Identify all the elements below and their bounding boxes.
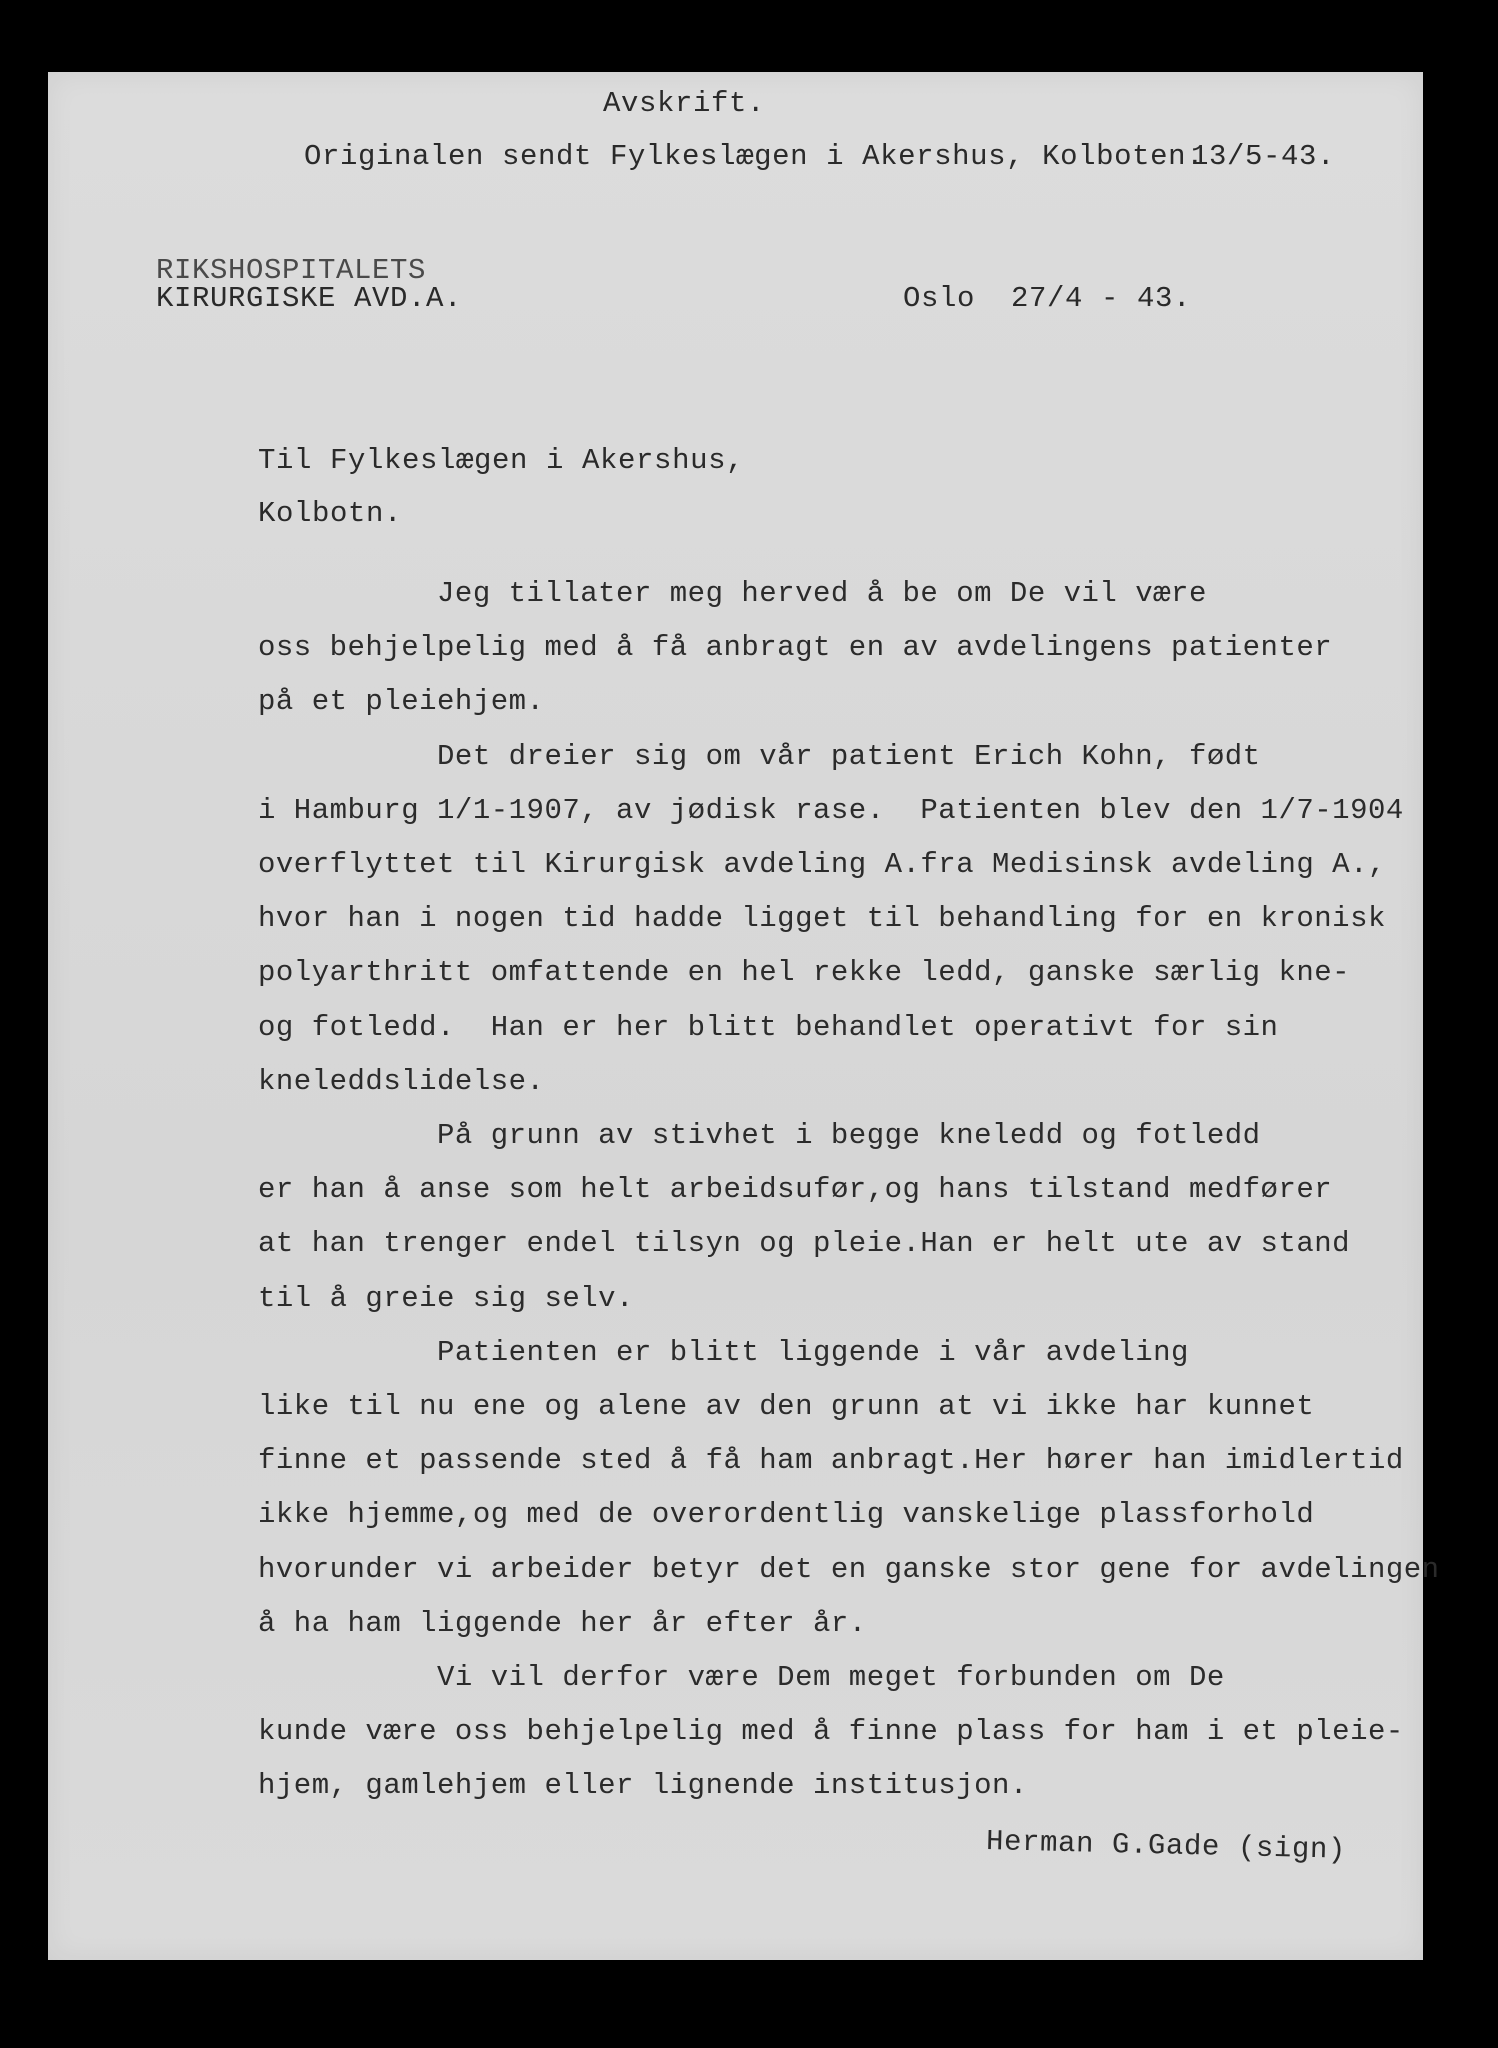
document-title: Avskrift. [603, 87, 766, 120]
body-line: På grunn av stivhet i begge kneledd og fotledd [258, 1119, 1261, 1152]
original-sent-date: 13/5-43. [1191, 140, 1336, 173]
body-line: at han trenger endel tilsyn og pleie.Han er helt ute av stand [258, 1227, 1351, 1260]
body-line: i Hamburg 1/1-1907, av jødisk rase. Patienten blev den 1/7-1904 [258, 794, 1404, 827]
letter-place-date: Oslo 27/4 - 43. [903, 282, 1192, 315]
body-line: Jeg tillater meg herved å be om De vil være [258, 577, 1207, 610]
body-line: like til nu ene og alene av den grunn at vi ikke har kunnet [258, 1390, 1315, 1423]
body-line: til å greie sig selv. [258, 1282, 634, 1315]
body-line: Det dreier sig om vår patient Erich Kohn, født [258, 740, 1261, 773]
body-line: hvor han i nogen tid hadde ligget til behandling for en kronisk [258, 902, 1386, 935]
body-line: kneleddslidelse. [258, 1065, 545, 1098]
body-line: og fotledd. Han er her blitt behandlet operativt for sin [258, 1011, 1279, 1044]
body-line: overflyttet til Kirurgisk avdeling A.fra Medisinsk avdeling A., [258, 848, 1386, 881]
body-line: polyarthritt omfattende en hel rekke ledd, ganske særlig kne- [258, 956, 1351, 989]
body-line: oss behjelpelig med å få anbragt en av avdelingens patienter [258, 631, 1333, 664]
recipient-name: Til Fylkeslægen i Akershus, [258, 444, 745, 477]
body-line: Patienten er blitt liggende i vår avdeling [258, 1336, 1189, 1369]
body-line: finne et passende sted å få ham anbragt.Her hører han imidlertid [258, 1444, 1404, 1477]
body-line: kunde være oss behjelpelig med å finne plass for ham i et pleie- [258, 1715, 1404, 1748]
body-line: hvorunder vi arbeider betyr det en ganske stor gene for avdelingen [258, 1553, 1440, 1586]
recipient-place: Kolbotn. [258, 497, 403, 530]
sender-institution: RIKSHOSPITALETS [156, 254, 427, 287]
signature: Herman G.Gade (sign) [985, 1825, 1347, 1867]
body-line: Vi vil derfor være Dem meget forbunden om De [258, 1661, 1225, 1694]
body-line: ikke hjemme,og med de overordentlig vanskelige plassforhold [258, 1498, 1315, 1531]
original-sent-note: Originalen sendt Fylkeslægen i Akershus, Kolboten. [304, 140, 1205, 173]
body-line: på et pleiehjem. [258, 685, 545, 718]
body-line: hjem, gamlehjem eller lignende institusjon. [258, 1769, 1028, 1802]
document-page [48, 72, 1440, 1960]
body-line: å ha ham liggende her år efter år. [258, 1607, 867, 1640]
body-line: er han å anse som helt arbeidsufør,og hans tilstand medfører [258, 1173, 1333, 1206]
sender-department: KIRURGISKE AVD.A. [156, 282, 463, 315]
